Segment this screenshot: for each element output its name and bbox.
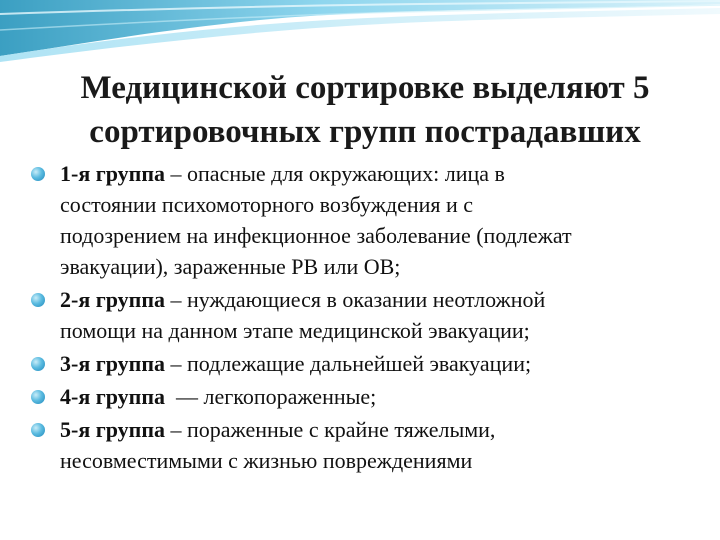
bullet-dot-icon: [31, 357, 45, 371]
bullet-list: [20, 158, 710, 478]
bullet-label: 3-я группа: [60, 351, 166, 376]
slide-title: [20, 66, 710, 154]
bullet-label: 5-я группа: [60, 417, 166, 442]
header-wave-decoration: [0, 0, 720, 62]
bullet-item-group-5: [20, 414, 710, 476]
bullet-text: – опасные для окружающих: лица в: [165, 161, 505, 186]
bullet-text: — легкопораженные;: [165, 384, 377, 409]
bullet-label: 4-я группа: [60, 384, 166, 409]
bullet-dot-icon: [31, 423, 45, 437]
bullet-text: – нуждающиеся в оказании неотложной: [165, 287, 546, 312]
bullet-dot-icon: [31, 167, 45, 181]
bullet-text: подозрением на инфекционное заболевание (подлежат: [60, 223, 572, 248]
bullet-dot-icon: [31, 390, 45, 404]
bullet-item-group-4: [20, 381, 710, 412]
bullet-text: – пораженные с крайне тяжелыми,: [165, 417, 496, 442]
bullet-item-group-1: [20, 158, 710, 282]
bullet-text: помощи на данном этапе медицинской эвакуации;: [60, 318, 530, 343]
bullet-label: 1-я группа: [60, 161, 166, 186]
bullet-text: – подлежащие дальнейшей эвакуации;: [165, 351, 532, 376]
bullet-label: 2-я группа: [60, 287, 166, 312]
bullet-text: эвакуации), зараженные РВ или ОВ;: [60, 254, 401, 279]
slide-title-line: сортировочных групп пострадавших: [89, 114, 641, 150]
bullet-item-group-2: [20, 284, 710, 346]
bullet-text: несовместимыми с жизнью повреждениями: [60, 448, 473, 473]
bullet-text: состоянии психомоторного возбуждения и с: [60, 192, 474, 217]
slide-title-line: Медицинской сортировке выделяют 5: [80, 70, 650, 106]
bullet-item-group-3: [20, 348, 710, 379]
bullet-dot-icon: [31, 293, 45, 307]
